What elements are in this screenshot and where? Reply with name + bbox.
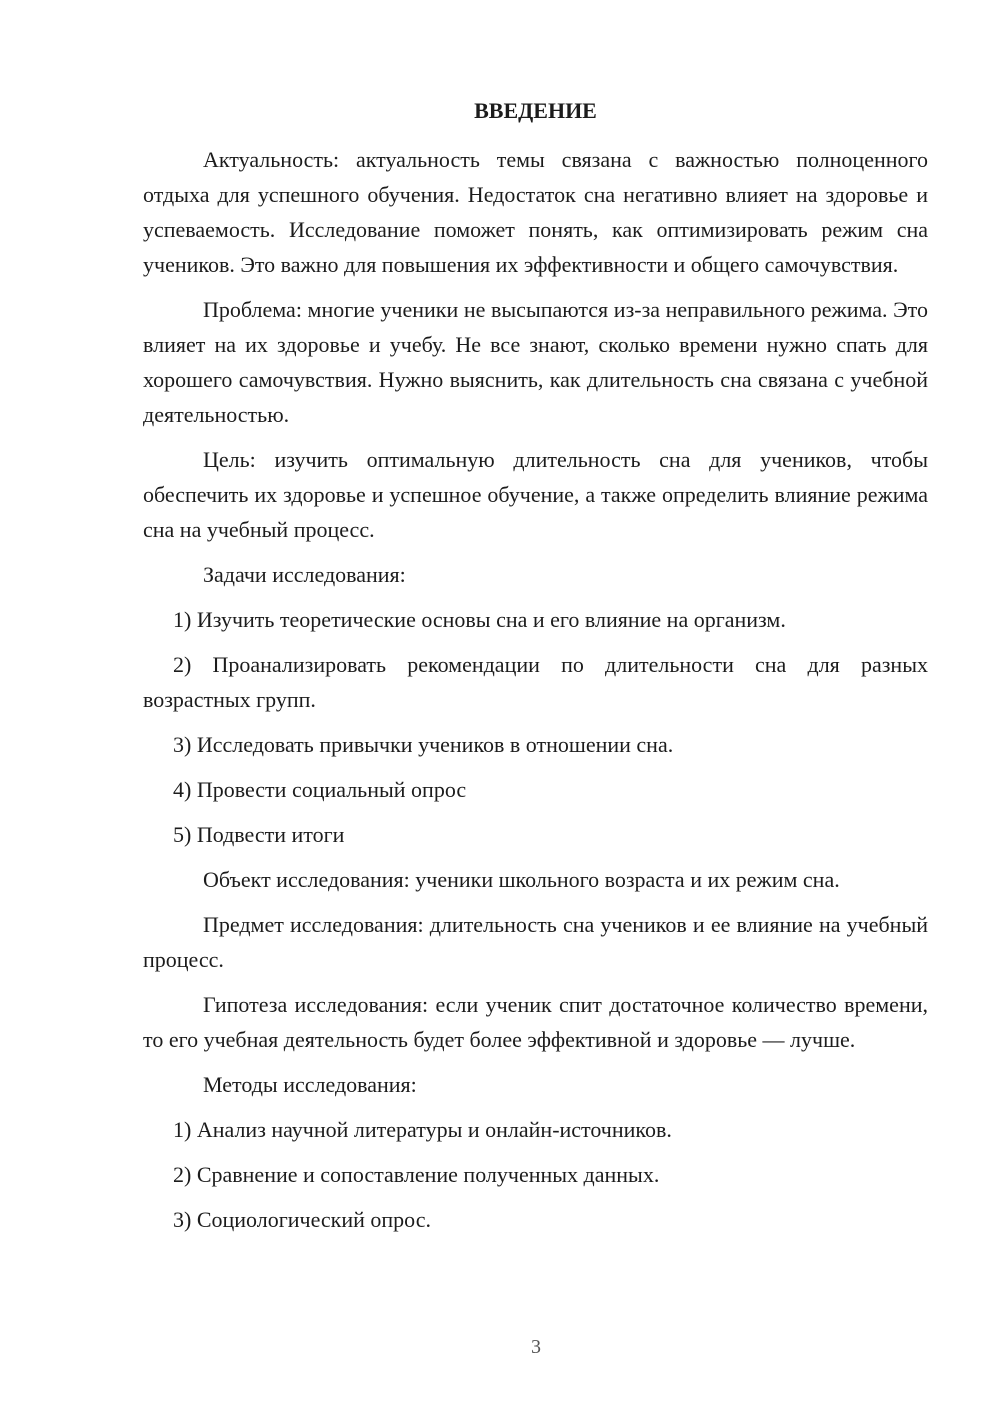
- page-number: 3: [531, 1336, 541, 1358]
- method-item-1: 1) Анализ научной литературы и онлайн-источников.: [173, 1117, 672, 1142]
- paragraph-subject: Предмет исследования: длительность сна учеников и ее влияние на учебный процесс.: [143, 912, 928, 972]
- section-title: ВВЕДЕНИЕ: [474, 98, 597, 123]
- paragraph-object: Объект исследования: ученики школьного возраста и их режим сна.: [203, 867, 840, 892]
- page-content: [143, 96, 928, 1247]
- task-item-3: 3) Исследовать привычки учеников в отношении сна.: [173, 732, 674, 757]
- methods-heading: Методы исследования:: [203, 1072, 417, 1097]
- task-item-5: 5) Подвести итоги: [173, 822, 345, 847]
- paragraph-goal: Цель: изучить оптимальную длительность сна для учеников, чтобы обеспечить их здоровье и успешное обучение, а также определить влияние режима сна на учебный процесс.: [143, 447, 928, 542]
- task-item-4: 4) Провести социальный опрос: [173, 777, 467, 802]
- paragraph-problem: Проблема: многие ученики не высыпаются из-за неправильного режима. Это влияет на их здоровье и учебу. Не все знают, сколько времени нужно спать для хорошего самочувствия. Нужно выяснить, как длительность сна связана с учебной деятельностью.: [143, 297, 928, 427]
- task-item-1: 1) Изучить теоретические основы сна и его влияние на организм.: [173, 607, 786, 632]
- paragraph-hypothesis: Гипотеза исследования: если ученик спит достаточное количество времени, то его учебная деятельность будет более эффективной и здоровье — лучше.: [143, 992, 928, 1052]
- task-item-2: 2) Проанализировать рекомендации по длительности сна для разных возрастных групп.: [143, 652, 928, 712]
- tasks-heading: Задачи исследования:: [203, 562, 406, 587]
- method-item-2: 2) Сравнение и сопоставление полученных данных.: [173, 1162, 660, 1187]
- method-item-3: 3) Социологический опрос.: [173, 1207, 431, 1232]
- paragraph-relevance: Актуальность: актуальность темы связана с важностью полноценного отдыха для успешного обучения. Недостаток сна негативно влияет на здоровье и успеваемость. Исследование поможет понять, как оптимизировать режим сна учеников. Это важно для повышения их эффективности и общего самочувствия.: [143, 147, 928, 277]
